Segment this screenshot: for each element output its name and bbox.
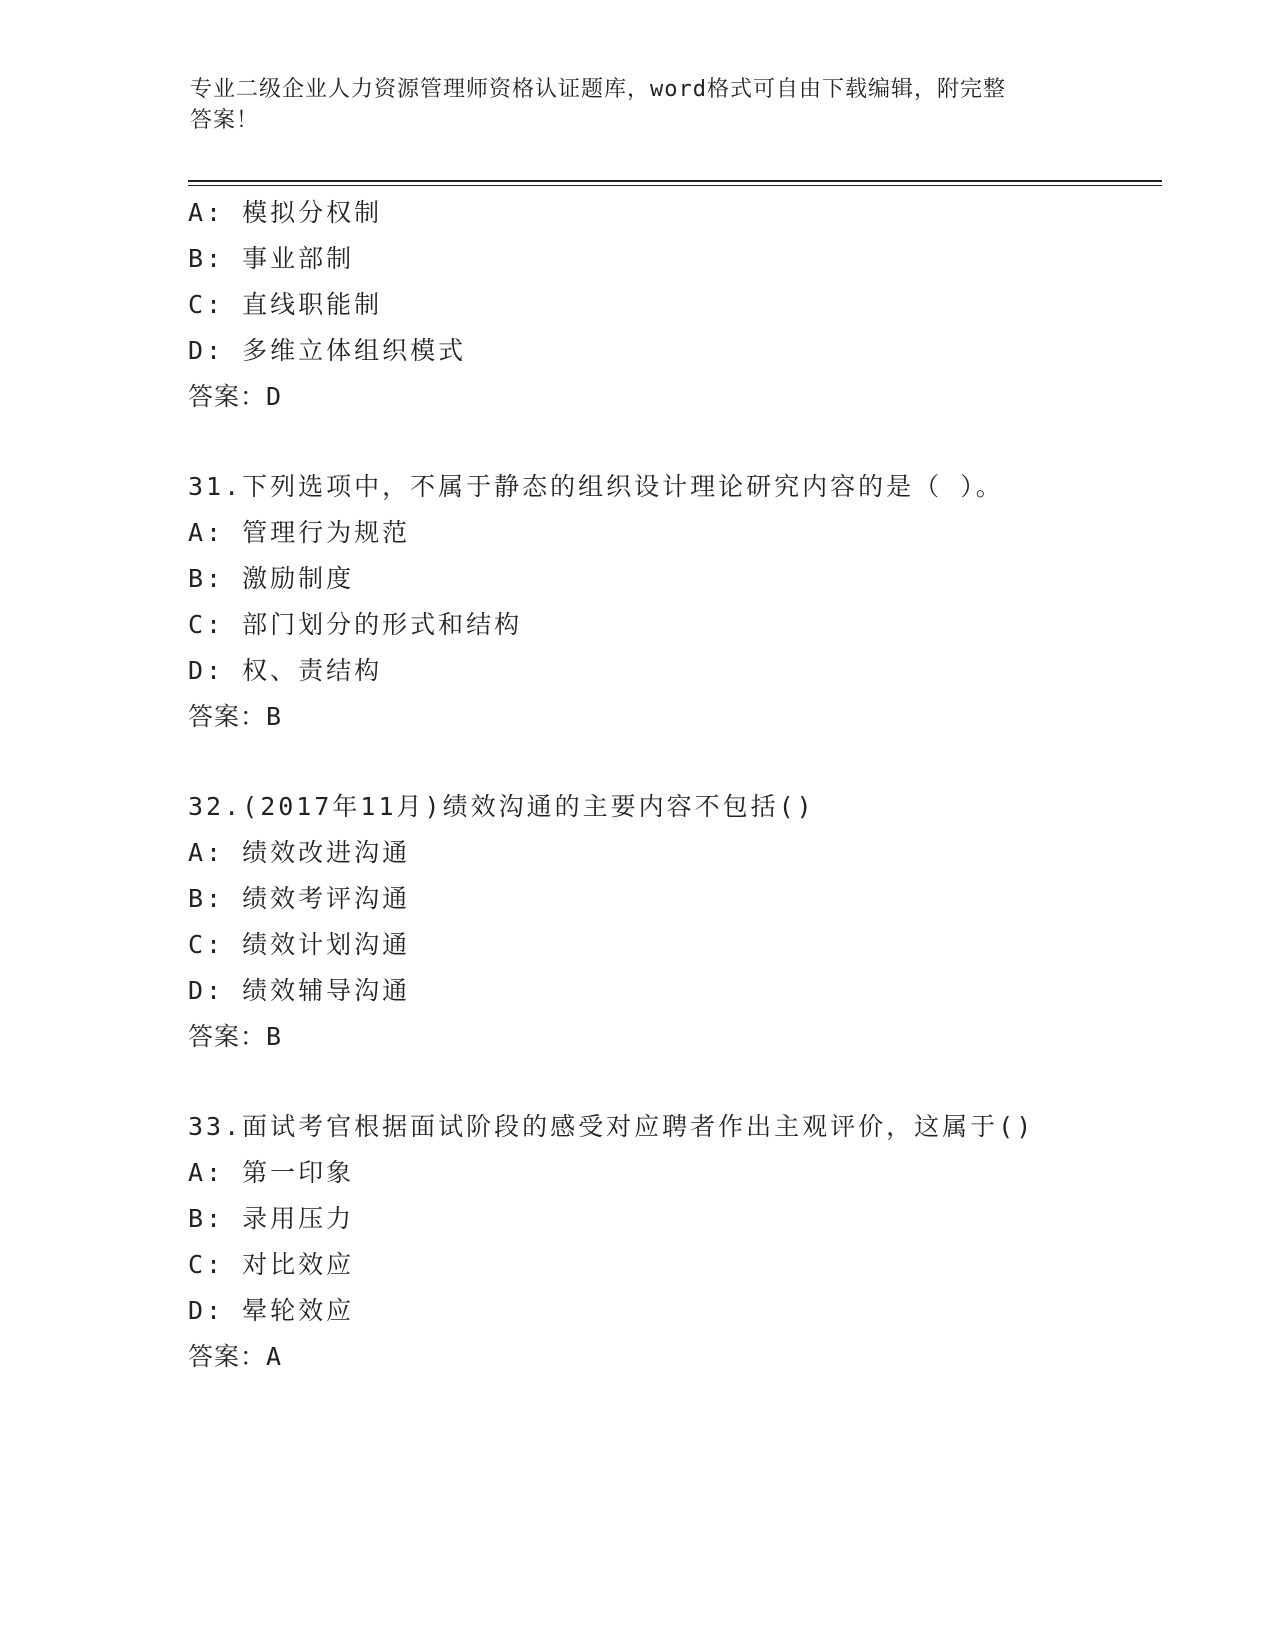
q30-answer: 答案：D [188,382,283,411]
q33-question-text: 33.面试考官根据面试阶段的感受对应聘者作出主观评价，这属于() [188,1112,1035,1141]
q32-option-d: D: 绩效辅导沟通 [188,976,411,1005]
q31-option-b: B: 激励制度 [188,564,355,593]
q31-option-d: D: 权、责结构 [188,656,383,685]
q31-question-text: 31.下列选项中，不属于静态的组织设计理论研究内容的是（ ）。 [188,472,1004,501]
q31-option-c: C: 部门划分的形式和结构 [188,610,523,639]
q30-option-b: B: 事业部制 [188,244,355,273]
question-31-block [188,464,1168,740]
question-30-block [188,190,1168,420]
header-divider-thin [188,185,1162,186]
q33-option-a: A: 第一印象 [188,1158,355,1187]
q33-answer: 答案：A [188,1342,283,1371]
q31-answer: 答案：B [188,702,283,731]
q33-option-d: D: 晕轮效应 [188,1296,355,1325]
header-line-1: 专业二级企业人力资源管理师资格认证题库，word格式可自由下载编辑，附完整 [190,77,1006,102]
q33-option-b: B: 录用压力 [188,1204,355,1233]
q30-option-c: C: 直线职能制 [188,290,383,319]
header-line-2: 答案！ [190,108,260,133]
q30-option-a: A: 模拟分权制 [188,198,383,227]
question-list [188,190,1168,1380]
q32-option-b: B: 绩效考评沟通 [188,884,411,913]
q31-option-a: A: 管理行为规范 [188,518,411,547]
header-divider-thick [188,180,1162,182]
q32-question-text: 32.(2017年11月)绩效沟通的主要内容不包括() [188,792,815,821]
question-33-block [188,1104,1168,1380]
q32-option-a: A: 绩效改进沟通 [188,838,411,867]
q32-option-c: C: 绩效计划沟通 [188,930,411,959]
page-header [190,74,1090,136]
q30-option-d: D: 多维立体组织模式 [188,336,467,365]
question-32-block [188,784,1168,1060]
q32-answer: 答案：B [188,1022,283,1051]
q33-option-c: C: 对比效应 [188,1250,355,1279]
